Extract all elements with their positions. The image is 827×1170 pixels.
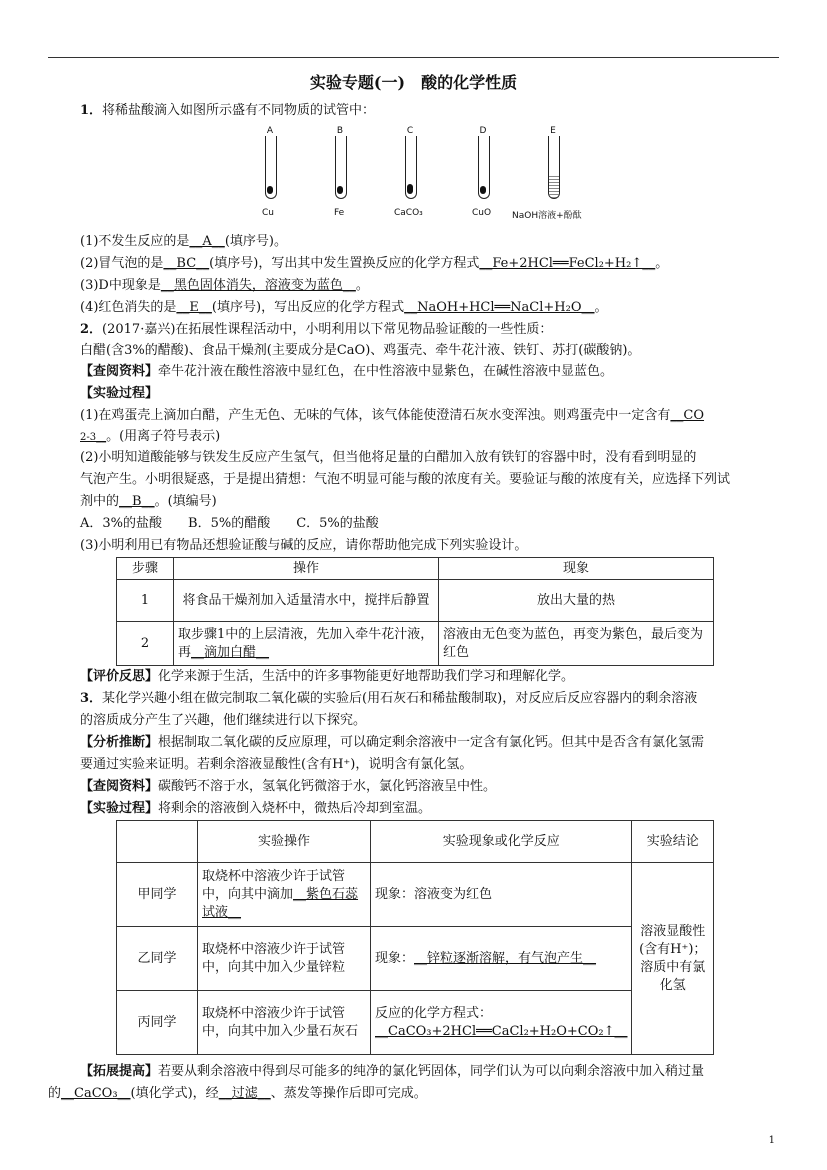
q3-th-phen: 实验现象或化学反应	[371, 821, 632, 863]
q3-analysis-cont: 要通过实验来证明。若剩余溶液显酸性(含有H⁺)，说明含有氯化氢。	[80, 757, 473, 772]
q2-materials: 白醋(含3%的醋酸)、食品干燥剂(主要成分是CaO)、鸡蛋壳、牵牛花汁液、铁钉、苏打(碳酸钠)。	[80, 343, 641, 358]
tube-e-name: NaOH溶液+酚酞	[512, 211, 582, 221]
q3-extension: 【拓展提高】若要从剩余溶液中得到尽可能多的纯净的氯化钙固体，同学们认为可以向剩余溶液中加入稍过量	[80, 1064, 705, 1079]
q2-step1: 1	[117, 580, 174, 622]
q3-th-concl: 实验结论	[632, 821, 714, 863]
q3-yi: 乙同学	[117, 927, 198, 991]
q2-op2: 取步骤1中的上层清液，先加入牵牛花汁液，再__滴加白醋__	[174, 622, 439, 666]
q3-jia: 甲同学	[117, 863, 198, 927]
q2-th-step: 步骤	[117, 558, 174, 580]
q3-yi-phen: 现象：__锌粒逐渐溶解，有气泡产生__	[371, 927, 632, 991]
q3-extension-cont: 的__CaCO₃__(填化学式)，经__过滤__、蒸发等操作后即可完成。	[48, 1086, 427, 1101]
tube-d-label: D	[479, 126, 487, 136]
q3-bing: 丙同学	[117, 991, 198, 1055]
q2-part3: (3)小明利用已有物品还想验证酸与碱的反应，请你帮助他完成下列实验设计。	[80, 538, 528, 553]
q2-stem: 2．(2017·嘉兴)在拓展性课程活动中，小明利用以下常见物品验证酸的一些性质：	[80, 322, 553, 337]
tube-d-name: CuO	[472, 208, 492, 218]
q3-jia-op: 取烧杯中溶液少许于试管中，向其中滴加__紫色石蕊试液__	[198, 863, 371, 927]
q2-th-phen: 现象	[439, 558, 714, 580]
q2-step2: 2	[117, 622, 174, 666]
q3-bing-op: 取烧杯中溶液少许于试管中，向其中加入少量石灰石	[198, 991, 371, 1055]
q2-phen1: 放出大量的热	[439, 580, 714, 622]
q1-part1: (1)不发生反应的是__A__(填序号)。	[80, 234, 287, 249]
tube-b-name: Fe	[334, 208, 345, 218]
tube-b-label: B	[336, 126, 344, 136]
q3-stem: 3．某化学兴趣小组在做完制取二氧化碳的实验后(用石灰石和稀盐酸制取)，对反应后反应容器内的剩余溶液	[80, 691, 698, 706]
q1-part2: (2)冒气泡的是__BC__(填序号)，写出其中发生置换反应的化学方程式__Fe+2HCl══FeCl₂+H₂↑__。	[80, 256, 669, 271]
q3-reference: 【查阅资料】碳酸钙不溶于水，氢氧化钙微溶于水，氯化钙溶液呈中性。	[80, 779, 497, 794]
q3-analysis: 【分析推断】根据制取二氧化碳的反应原理，可以确定剩余溶液中一定含有氯化钙。但其中是否含有氯化氢需	[80, 735, 705, 750]
q3-process: 【实验过程】将剩余的溶液倒入烧杯中，微热后冷却到室温。	[80, 801, 432, 816]
q3-stem-cont: 的溶质成分产生了兴趣，他们继续进行以下探究。	[80, 713, 367, 728]
tube-a-label: A	[266, 126, 274, 136]
q3-conclusion: 溶液显酸性(含有H⁺)；溶质中有氯化氢	[632, 863, 714, 1055]
q3-bing-phen: 反应的化学方程式： __CaCO₃+2HCl══CaCl₂+H₂O+CO₂↑__	[371, 991, 632, 1055]
test-tubes-figure	[250, 126, 590, 226]
q2-part2-line2: 气泡产生。小明很疑惑，于是提出猜想：气泡不明显可能与酸的浓度有关。要验证与酸的浓度有关，应选择下列试	[80, 472, 731, 487]
tube-a-name: Cu	[262, 208, 274, 218]
q2-process-tag: 【实验过程】	[80, 386, 159, 401]
q2-phen2: 溶液由无色变为蓝色，再变为紫色，最后变为红色	[439, 622, 714, 666]
q2-part2-line3: 剂中的__B__。(填编号)	[80, 494, 217, 509]
tube-d	[478, 136, 490, 199]
q2-th-op: 操作	[174, 558, 439, 580]
q3-yi-op: 取烧杯中溶液少许于试管中，向其中加入少量锌粒	[198, 927, 371, 991]
q2-part2-line1: (2)小明知道酸能够与铁发生反应产生氢气，但当他将足量的白醋加入放有铁钉的容器中时，没有看到明显的	[80, 450, 697, 465]
q2-reflection: 【评价反思】化学来源于生活，生活中的许多事物能更好地帮助我们学习和理解化学。	[80, 669, 575, 684]
header-rule	[48, 57, 779, 58]
q2-part1-cont: 2-3__。(用离子符号表示)	[80, 429, 221, 444]
tube-e-label: E	[550, 126, 556, 136]
q1-part3: (3)D中现象是__黑色固体消失，溶液变为蓝色__。	[80, 278, 369, 293]
tube-c-label: C	[406, 126, 414, 136]
tube-a	[265, 136, 277, 199]
q2-op1: 将食品干燥剂加入适量清水中，搅拌后静置	[174, 580, 439, 622]
q2-table	[116, 557, 714, 666]
q2-options: A．3%的盐酸 B．5%的醋酸 C．5%的盐酸	[80, 516, 379, 531]
q3-th-op: 实验操作	[198, 821, 371, 863]
q3-jia-phen: 现象：溶液变为红色	[371, 863, 632, 927]
q1-stem: 1．将稀盐酸滴入如图所示盛有不同物质的试管中：	[80, 103, 376, 118]
q2-part1: (1)在鸡蛋壳上滴加白醋，产生无色、无味的气体，该气体能使澄清石灰水变浑浊。则鸡蛋壳中一定含有__CO	[80, 408, 705, 423]
q2-reference: 【查阅资料】牵牛花汁液在酸性溶液中显红色，在中性溶液中显紫色，在碱性溶液中显蓝色。	[80, 364, 614, 379]
q1-part4: (4)红色消失的是__E__(填序号)，写出反应的化学方程式__NaOH+HCl══NaCl+H₂O__。	[80, 300, 608, 315]
tube-e	[548, 136, 560, 199]
tube-c-name: CaCO₃	[394, 208, 423, 218]
tube-b	[335, 136, 347, 199]
q3-table	[116, 820, 714, 1055]
page-title: 实验专题(一) 酸的化学性质	[309, 73, 518, 92]
tube-c	[405, 136, 417, 199]
page-number: 1	[768, 1135, 775, 1146]
